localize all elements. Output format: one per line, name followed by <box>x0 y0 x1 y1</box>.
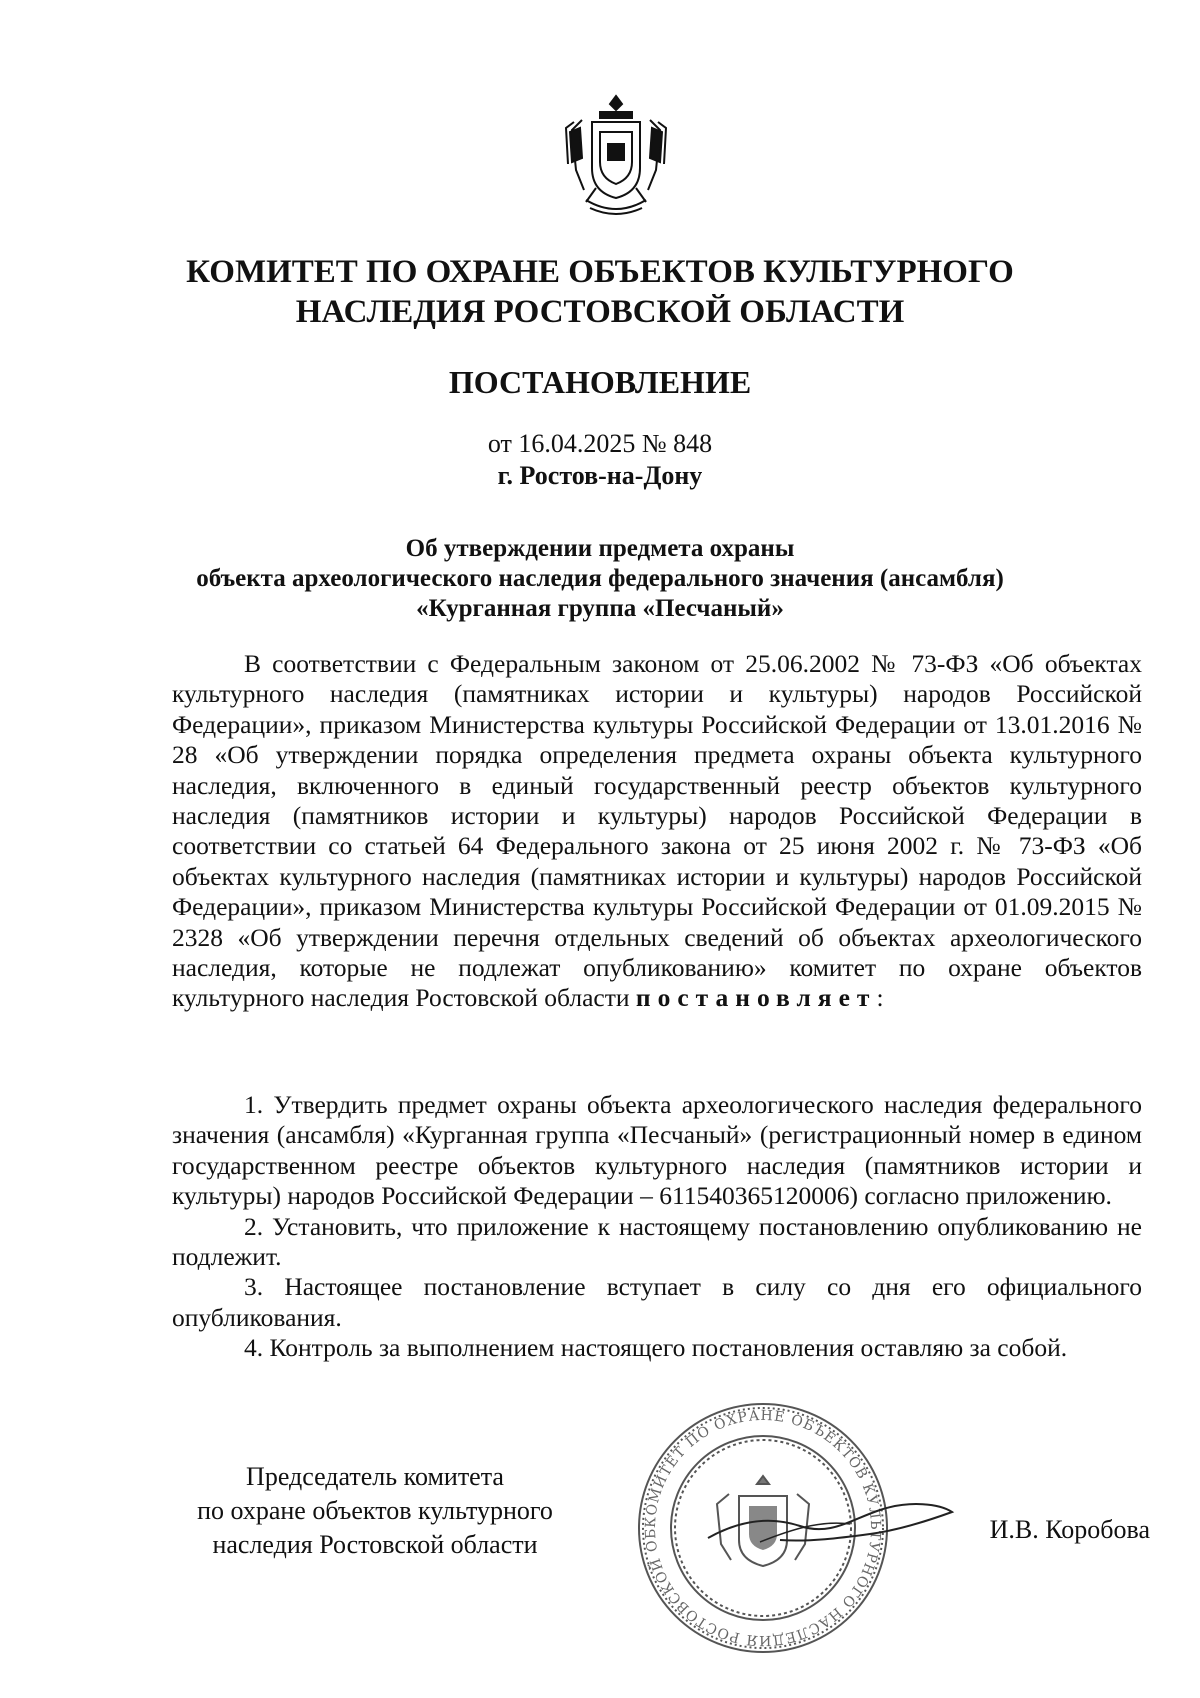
preamble-colon: : <box>876 983 884 1013</box>
subject-line-1: Об утверждении предмета охраны <box>405 535 795 562</box>
preamble <box>172 649 1142 1014</box>
organization-name <box>0 252 1200 332</box>
date-number: от 16.04.2025 № 848 <box>487 429 713 458</box>
position-line-1: Председатель комитета <box>246 1462 504 1491</box>
city: г. Ростов-на-Дону <box>497 461 703 490</box>
resolution-item: 1. Утвердить предмет охраны объекта археологического наследия федерального значения (ансамбля) «Курганная группа «Песчаный» (регистрационный номер в едином государственном реестре объектов культурного наследия (памятников истории и культуры) народов Российской Федерации – 611540365120006) согласно приложению. <box>172 1090 1142 1211</box>
preamble-text: В соответствии с Федеральным законом от 25.06.2002 № 73-ФЗ «Об объектах культурного наследия (памятниках истории и культуры) народов Российской Федерации», приказом Министерства культуры Российской Федерации от 13.01.2016 № 28 «Об утверждении порядка определения предмета охраны объекта культурного наследия, включенного в единый государственный реестр объектов культурного наследия (памятников истории и культуры) народов Российской Федерации в соответствии со статьей 64 Федерального закона от 25 июня 2002 г. № 73-ФЗ «Об объектах культурного наследия (памятниках истории и культуры) народов Российской Федерации», приказом Министерства культуры Российской Федерации от 01.09.2015 № 2328 «Об утверждении перечня отдельных сведений об объектах археологического наследия, которые не подлежат опубликованию» комитет по охране объектов культурного наследия Ростовской области <box>172 649 1142 1013</box>
subject-line-3: «Курганная группа «Песчаный» <box>416 595 784 622</box>
resolution-items <box>172 1090 1142 1364</box>
resolve-word: постановляет <box>635 983 877 1013</box>
resolution-item: 3. Настоящее постановление вступает в силу со дня его официального опубликования. <box>172 1272 1142 1332</box>
signatory-position <box>160 1460 590 1562</box>
subject-line-2: объекта археологического наследия федерального значения (ансамбля) <box>196 565 1004 592</box>
signatory-name: И.В. Коробова <box>989 1515 1150 1544</box>
resolution-item: 4. Контроль за выполнением настоящего постановления оставляю за собой. <box>244 1333 1068 1363</box>
resolution-item: 2. Установить, что приложение к настоящему постановлению опубликованию не подлежит. <box>172 1211 1142 1272</box>
document-type: ПОСТАНОВЛЕНИЕ <box>448 364 752 400</box>
document-subject <box>0 534 1200 624</box>
position-line-2: по охране объектов культурного <box>197 1496 553 1525</box>
handwritten-signature-icon <box>700 1490 960 1570</box>
organization-line-1: КОМИТЕТ ПО ОХРАНЕ ОБЪЕКТОВ КУЛЬТУРНОГО <box>186 254 1014 290</box>
seal-text: КОМИТЕТ ПО ОХРАНЕ ОБЪЕКТОВ КУЛЬТУРНОГО НАСЛЕДИЯ РОСТОВСКОЙ ОБ <box>642 1407 884 1649</box>
position-line-3: наследия Ростовской области <box>212 1530 538 1559</box>
organization-line-2: НАСЛЕДИЯ РОСТОВСКОЙ ОБЛАСТИ <box>295 294 905 330</box>
rostov-oblast-coat-of-arms-icon <box>560 92 672 222</box>
preamble-paragraph <box>172 649 1142 1014</box>
